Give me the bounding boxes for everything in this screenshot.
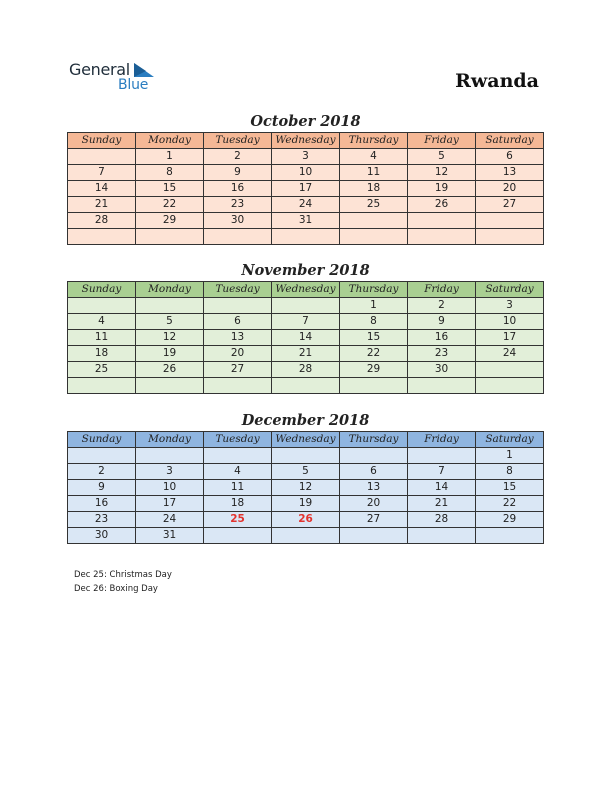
week-row — [68, 480, 544, 496]
day-cell — [340, 528, 408, 544]
day-cell: 27 — [476, 197, 544, 213]
week-row — [68, 346, 544, 362]
day-cell: 27 — [204, 362, 272, 378]
day-cell — [476, 528, 544, 544]
day-cell: 20 — [476, 181, 544, 197]
day-cell: 27 — [340, 512, 408, 528]
day-cell: 14 — [272, 330, 340, 346]
weekday-header: Friday — [408, 282, 476, 298]
day-cell: 30 — [68, 528, 136, 544]
day-cell: 13 — [476, 165, 544, 181]
day-cell: 5 — [272, 464, 340, 480]
day-cell: 6 — [204, 314, 272, 330]
week-row — [68, 149, 544, 165]
country-title: Rwanda — [455, 70, 539, 92]
logo-blue-text: Blue — [118, 77, 149, 93]
day-cell — [476, 362, 544, 378]
day-cell — [68, 448, 136, 464]
day-cell: 22 — [476, 496, 544, 512]
day-cell — [272, 298, 340, 314]
weekday-header: Wednesday — [272, 133, 340, 149]
day-cell: 19 — [272, 496, 340, 512]
day-cell: 17 — [136, 496, 204, 512]
day-cell: 24 — [136, 512, 204, 528]
day-cell: 26 — [136, 362, 204, 378]
day-cell: 15 — [476, 480, 544, 496]
day-cell: 23 — [68, 512, 136, 528]
week-row — [68, 181, 544, 197]
week-row — [68, 448, 544, 464]
day-cell: 5 — [408, 149, 476, 165]
weekday-header: Monday — [136, 282, 204, 298]
day-cell — [340, 378, 408, 394]
day-cell — [68, 229, 136, 245]
weekday-header: Friday — [408, 432, 476, 448]
day-cell — [340, 448, 408, 464]
day-cell — [272, 448, 340, 464]
day-cell: 11 — [68, 330, 136, 346]
day-cell — [408, 229, 476, 245]
day-cell — [476, 229, 544, 245]
day-cell: 14 — [408, 480, 476, 496]
month-december — [67, 411, 544, 544]
day-cell: 10 — [272, 165, 340, 181]
day-cell: 3 — [272, 149, 340, 165]
day-cell: 13 — [340, 480, 408, 496]
weekday-header: Thursday — [340, 282, 408, 298]
month-title: October 2018 — [250, 113, 361, 130]
day-cell: 7 — [272, 314, 340, 330]
day-cell: 4 — [204, 464, 272, 480]
day-cell: 29 — [136, 213, 204, 229]
day-cell: 10 — [476, 314, 544, 330]
month-title: December 2018 — [241, 412, 370, 429]
day-cell — [204, 229, 272, 245]
day-cell: 9 — [408, 314, 476, 330]
day-cell: 7 — [408, 464, 476, 480]
day-cell: 18 — [204, 496, 272, 512]
day-cell: 23 — [204, 197, 272, 213]
day-cell: 13 — [204, 330, 272, 346]
day-cell: 11 — [204, 480, 272, 496]
day-cell: 28 — [68, 213, 136, 229]
day-cell — [204, 448, 272, 464]
day-cell: 6 — [476, 149, 544, 165]
day-cell: 25 — [204, 512, 272, 528]
day-cell: 5 — [136, 314, 204, 330]
day-cell: 30 — [408, 362, 476, 378]
day-cell: 30 — [204, 213, 272, 229]
day-cell: 3 — [136, 464, 204, 480]
day-cell: 24 — [272, 197, 340, 213]
weekday-header: Tuesday — [204, 432, 272, 448]
week-row — [68, 464, 544, 480]
holiday-notes — [74, 568, 172, 596]
logo — [69, 60, 169, 96]
day-cell: 11 — [340, 165, 408, 181]
day-cell: 19 — [136, 346, 204, 362]
day-cell: 8 — [340, 314, 408, 330]
day-cell: 18 — [340, 181, 408, 197]
weekday-header-row — [68, 133, 544, 149]
day-cell — [204, 378, 272, 394]
day-cell — [408, 528, 476, 544]
day-cell: 4 — [68, 314, 136, 330]
day-cell: 2 — [204, 149, 272, 165]
day-cell: 20 — [204, 346, 272, 362]
day-cell — [136, 448, 204, 464]
day-cell: 16 — [408, 330, 476, 346]
day-cell: 12 — [408, 165, 476, 181]
holiday-note: Dec 26: Boxing Day — [74, 584, 158, 594]
day-cell: 8 — [136, 165, 204, 181]
weekday-header-row — [68, 432, 544, 448]
day-cell: 28 — [408, 512, 476, 528]
week-row — [68, 197, 544, 213]
weekday-header: Saturday — [476, 133, 544, 149]
day-cell: 23 — [408, 346, 476, 362]
day-cell: 28 — [272, 362, 340, 378]
day-cell — [476, 378, 544, 394]
day-cell — [272, 229, 340, 245]
day-cell: 1 — [340, 298, 408, 314]
day-cell: 21 — [408, 496, 476, 512]
week-row — [68, 298, 544, 314]
day-cell: 1 — [136, 149, 204, 165]
day-cell: 31 — [272, 213, 340, 229]
day-cell: 24 — [476, 346, 544, 362]
day-cell — [204, 528, 272, 544]
week-row — [68, 496, 544, 512]
day-cell — [68, 149, 136, 165]
day-cell: 26 — [272, 512, 340, 528]
day-cell: 17 — [272, 181, 340, 197]
day-cell: 1 — [476, 448, 544, 464]
day-cell: 25 — [68, 362, 136, 378]
day-cell: 10 — [136, 480, 204, 496]
day-cell: 29 — [340, 362, 408, 378]
logo-general-text: General — [69, 60, 130, 79]
day-cell: 22 — [340, 346, 408, 362]
day-cell: 31 — [136, 528, 204, 544]
week-row — [68, 213, 544, 229]
day-cell — [340, 213, 408, 229]
day-cell — [476, 213, 544, 229]
day-cell: 22 — [136, 197, 204, 213]
day-cell — [68, 378, 136, 394]
day-cell — [272, 528, 340, 544]
day-cell: 16 — [68, 496, 136, 512]
weekday-header: Sunday — [68, 432, 136, 448]
month-title: November 2018 — [241, 262, 370, 279]
day-cell: 7 — [68, 165, 136, 181]
day-cell: 17 — [476, 330, 544, 346]
calendar-table — [67, 281, 544, 394]
weekday-header: Saturday — [476, 432, 544, 448]
week-row — [68, 314, 544, 330]
day-cell: 2 — [68, 464, 136, 480]
day-cell: 9 — [68, 480, 136, 496]
day-cell: 29 — [476, 512, 544, 528]
weekday-header: Friday — [408, 133, 476, 149]
day-cell — [340, 229, 408, 245]
week-row — [68, 165, 544, 181]
day-cell: 4 — [340, 149, 408, 165]
day-cell — [68, 298, 136, 314]
day-cell: 2 — [408, 298, 476, 314]
day-cell: 15 — [340, 330, 408, 346]
weekday-header: Thursday — [340, 133, 408, 149]
weekday-header: Tuesday — [204, 282, 272, 298]
weekday-header: Monday — [136, 432, 204, 448]
day-cell: 20 — [340, 496, 408, 512]
day-cell — [408, 378, 476, 394]
day-cell — [272, 378, 340, 394]
day-cell: 12 — [272, 480, 340, 496]
week-row — [68, 528, 544, 544]
day-cell: 15 — [136, 181, 204, 197]
day-cell: 21 — [68, 197, 136, 213]
weekday-header: Thursday — [340, 432, 408, 448]
day-cell: 8 — [476, 464, 544, 480]
day-cell — [204, 298, 272, 314]
day-cell: 14 — [68, 181, 136, 197]
week-row — [68, 362, 544, 378]
week-row — [68, 330, 544, 346]
day-cell: 25 — [340, 197, 408, 213]
month-october — [67, 112, 544, 245]
day-cell: 21 — [272, 346, 340, 362]
day-cell: 19 — [408, 181, 476, 197]
day-cell: 3 — [476, 298, 544, 314]
weekday-header: Sunday — [68, 133, 136, 149]
weekday-header: Monday — [136, 133, 204, 149]
day-cell — [136, 229, 204, 245]
holiday-note: Dec 25: Christmas Day — [74, 570, 172, 580]
week-row — [68, 229, 544, 245]
weekday-header: Tuesday — [204, 133, 272, 149]
weekday-header: Wednesday — [272, 282, 340, 298]
day-cell — [136, 378, 204, 394]
day-cell: 12 — [136, 330, 204, 346]
weekday-header-row — [68, 282, 544, 298]
day-cell: 9 — [204, 165, 272, 181]
day-cell: 18 — [68, 346, 136, 362]
weekday-header: Sunday — [68, 282, 136, 298]
weekday-header: Saturday — [476, 282, 544, 298]
day-cell — [408, 213, 476, 229]
weekday-header: Wednesday — [272, 432, 340, 448]
day-cell — [136, 298, 204, 314]
month-november — [67, 261, 544, 394]
week-row — [68, 378, 544, 394]
week-row — [68, 512, 544, 528]
day-cell: 16 — [204, 181, 272, 197]
day-cell: 6 — [340, 464, 408, 480]
day-cell — [408, 448, 476, 464]
day-cell: 26 — [408, 197, 476, 213]
calendar-table — [67, 132, 544, 245]
calendar-table — [67, 431, 544, 544]
